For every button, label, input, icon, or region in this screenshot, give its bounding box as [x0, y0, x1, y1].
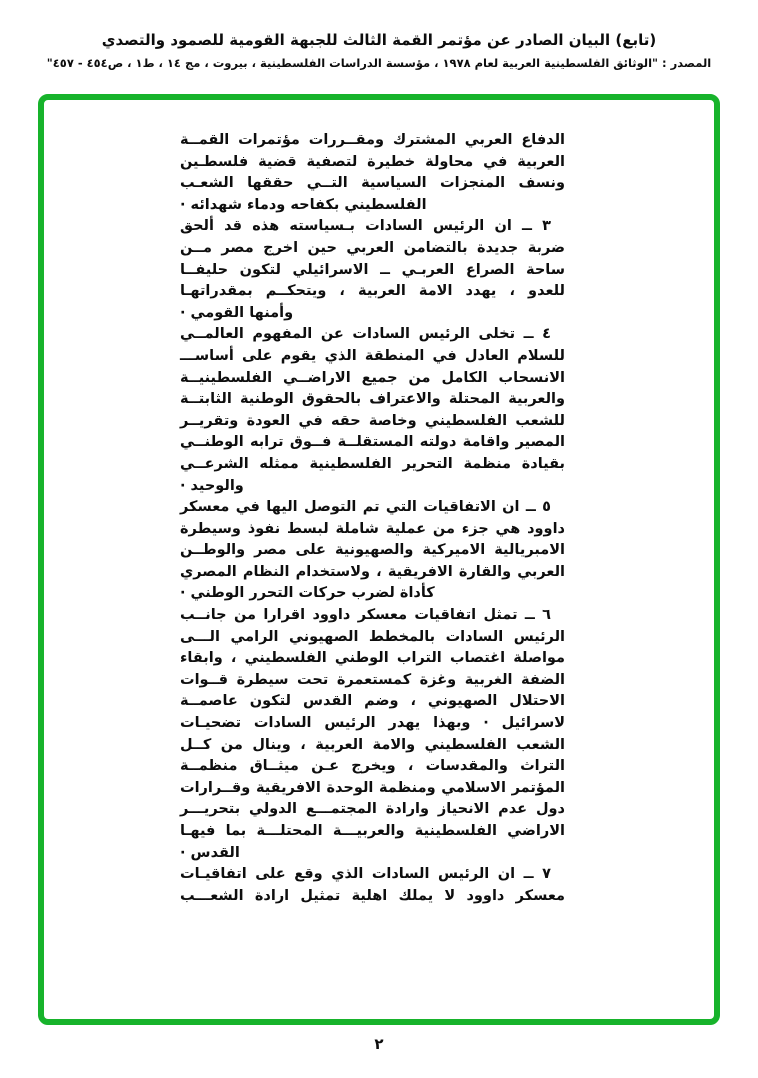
text-line-item-6: لاسرائيل · وبهذا يهدر الرئيس السادات تضحيـات [180, 715, 565, 732]
text-line-item-6: الاحتلال الصهيوني ، وضم القدس لتكون عاصمــة [180, 693, 565, 710]
text-line-item-4: ٤ ــ تخلى الرئيس السادات عن المفهوم العالمــي [180, 326, 551, 343]
text-line-item-3: ضربة جديدة بالتضامن العربي حين اخرج مصر مــن [180, 239, 565, 256]
text-line-item-6: التراث والمقدسات ، ويخرج عـن ميثــاق منظمــة [180, 758, 565, 775]
text-line-item-6: الاراضي الفلسطينية والعربيـــة المحتلـــة بما فيهـا [180, 823, 565, 839]
text-line-item-5: ٥ ــ ان الاتفاقيات التي تم التوصل اليها في معسكر [180, 499, 551, 516]
text-line-item-3: ساحة الصراع العربـي ــ الاسرائيلي لتكون حليفــا [180, 261, 565, 278]
text-line-item-6: الضفة الغربية وغزة كمستعمرة تحت سيطرة قــوات [180, 671, 565, 688]
text-line-item-5: الامبريالية الاميركية والصهيونية على مصر والوطــن [180, 542, 565, 559]
text-line-item-6: المؤتمر الاسلامي ومنظمة الوحدة الافريقية وقــرارات [180, 779, 565, 796]
page-header [0, 31, 758, 70]
text-line-item-6: مواصلة اغتصاب التراب الوطني الفلسطيني ، وابقاء [180, 650, 565, 667]
text-line-item-6: الرئيس السادات بالمخطط الصهيوني الرامي الـــى [180, 628, 565, 645]
text-line-item-4: والعربية المحتلة والاعتراف بالحقوق الوطنية الثابتــة [180, 391, 565, 408]
text-line-item-7: ٧ ــ ان الرئيس السادات الذي وقع على اتفاقيـات [180, 866, 551, 883]
document-source: المصدر : "الوثائق الفلسطينية العربية لعام ١٩٧٨ ، مؤسسة الدراسات الفلسطينية ، بيروت ، مج ١٤ ، ط١ ، ص٤٥٤ - ٤٥٧" [46, 56, 712, 70]
text-line-item-3: ٣ ــ ان الرئيس السادات بـسياسته هذه قد ألحق [180, 218, 551, 235]
text-line-item-4: المصير واقامة دولته المستقلــة فــوق ترابه الوطنــي [180, 434, 565, 451]
text-line-item-4: الانسحاب الكامل من جميع الاراضــي الفلسطينيــة [180, 369, 565, 386]
text-line-continuation: العربية في محاولة خطيرة لتصفية قضية فلسطـين [180, 153, 565, 170]
document-title: (تابع) البيان الصادر عن مؤتمر القمة الثالث للجبهة القومية للصمود والتصدي [101, 31, 657, 49]
text-line-item-4: بقيادة منظمة التحرير الفلسطينية ممثله الشرعــي [180, 455, 565, 472]
text-line-item-6: دول عدم الانحياز وارادة المجتمـــع الدولي بتحريـــر [180, 801, 565, 818]
text-line-continuation: الدفاع العربي المشترك ومقــررات مؤتمرات القمــة [180, 132, 565, 148]
text-line-continuation: ونسف المنجزات السياسية التــي حققها الشعـب [180, 175, 565, 192]
text-line-item-5: العربي والقارة الافريقية ، ولاستخدام النظام المصري [180, 563, 565, 580]
text-line-continuation: الفلسطيني بكفاحه ودماء شهدائه · [180, 196, 427, 213]
text-line-item-4: للسلام العادل في المنطقة الذي يقوم على أساســـ [180, 347, 565, 364]
text-line-item-7: معسكر داوود لا يملك اهلية تمثيل ارادة الشعـــب [180, 887, 565, 904]
page-number: ٢ [374, 1035, 384, 1053]
text-line-item-4: والوحيد · [180, 477, 244, 494]
body-text-column [180, 130, 565, 907]
text-line-item-5: كأداة لضرب حركات التحرر الوطني · [180, 585, 435, 602]
text-line-item-6: الشعب الفلسطيني والامة العربية ، وينال من كــل [180, 736, 565, 753]
text-line-item-4: للشعب الفلسطيني وخاصة حقه في العودة وتقريــر [180, 412, 565, 429]
text-line-item-3: وأمنها القومي · [180, 304, 294, 321]
text-line-item-6: القدس · [180, 844, 240, 861]
text-line-item-5: داوود هي جزء من عملية شاملة لبسط نفوذ وسيطرة [180, 520, 565, 537]
text-line-item-3: للعدو ، يهدد الامة العربية ، ويتحكــم بمقدراتهـا [180, 283, 565, 300]
text-line-item-6: ٦ ــ تمثل اتفاقيات معسكر داوود اقرارا من جانــب [180, 607, 551, 624]
